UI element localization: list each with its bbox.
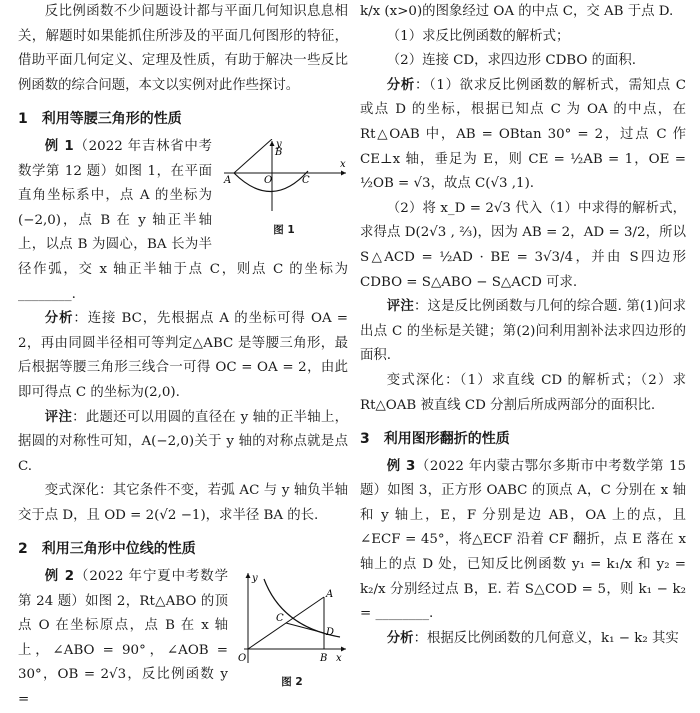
- comment-2-body: ：这是反比例函数与几何的综合题. 第(1)问求出点 C 的坐标是关键；第(2)问利用割补法求四边形的面积.: [360, 299, 686, 364]
- comment-2: [360, 295, 686, 369]
- analysis-2-label: 分析: [386, 77, 415, 93]
- right-column: [360, 0, 686, 651]
- example-3-text: [360, 455, 686, 627]
- svg-text:x: x: [336, 653, 342, 665]
- example-2-label: 例 2: [44, 569, 75, 585]
- figure-1-graph: [220, 139, 348, 213]
- svg-text:O: O: [264, 174, 273, 186]
- section-3-title: 3 利用图形翻折的性质: [360, 431, 510, 448]
- figure-2: [236, 569, 348, 689]
- comment-1-label: 评注: [44, 409, 73, 425]
- svg-text:y: y: [276, 138, 282, 150]
- svg-text:D: D: [326, 627, 335, 639]
- section-2-title: 2 利用三角形中位线的性质: [18, 541, 196, 558]
- example-2-continued: k/x (x>0)的图象经过 OA 的中点 C，交 AB 于点 D.: [360, 4, 674, 19]
- analysis-1-body: ：连接 BC，先根据点 A 的坐标可得 OA = 2，再由同圆半径相可等判定△ABC 是等腰三角形，最后根据等腰三角形三线合一可得 OC = OA = 2，由此即可得点 C 的坐标为(2,0).: [18, 311, 348, 400]
- example-1-label: 例 1: [44, 138, 74, 154]
- left-column: [18, 0, 348, 713]
- question-2: （2）连接 CD，求四边形 CDBO 的面积.: [386, 53, 637, 69]
- figure-2-caption: 图 2: [281, 675, 303, 688]
- variation-2: 变式深化：（1）求直线 CD 的解析式；（2）求 Rt△OAB 被直线 CD 分割后所成两部分的面积比.: [360, 372, 686, 413]
- question-1: （1）求反比例函数的解析式；: [386, 28, 570, 44]
- comment-1-body: ：此题还可以用圆的直径在 y 轴的正半轴上，据圆的对称性可知，A(−2,0)关于 y 轴的对称点就是点 C.: [18, 409, 349, 474]
- svg-text:C: C: [276, 613, 284, 625]
- analysis-3-body: ：根据反比例函数的几何意义，k₁ − k₂ 其实: [413, 630, 679, 646]
- variation-1: 变式深化：其它条件不变，若弧 AC 与 y 轴负半轴交于点 D，且 OD = 2(√2 −1)，求半径 BA 的长.: [18, 483, 348, 523]
- comment-1: [18, 406, 348, 480]
- analysis-3: [360, 627, 686, 652]
- svg-text:A: A: [224, 174, 232, 186]
- svg-text:O: O: [238, 653, 247, 665]
- svg-text:x: x: [340, 158, 346, 170]
- comment-2-label: 评注: [386, 299, 414, 315]
- example-3-label: 例 3: [386, 458, 416, 474]
- svg-text:B: B: [320, 653, 328, 665]
- figure-1: [220, 139, 348, 237]
- analysis-3-label: 分析: [386, 630, 414, 646]
- intro-paragraph: 反比例函数不少问题设计都与平面几何知识息息相关，解题时如果能抓住所涉及的平面几何图形的特征，借助平面几何定义、定理及性质，有助于解决一些反比例函数的综合问题，本文以实例对此作些探讨。: [18, 4, 348, 93]
- example-2-block: [18, 565, 348, 713]
- analysis-2: [360, 74, 686, 197]
- svg-text:A: A: [326, 589, 334, 601]
- analysis-1-label: 分析: [44, 311, 74, 327]
- example-1-block: [18, 135, 348, 307]
- svg-text:y: y: [252, 573, 258, 585]
- svg-text:B: B: [275, 146, 283, 158]
- svg-text:C: C: [302, 174, 310, 186]
- example-2-body: （2022 年宁夏中考数学第 24 题）如图 2，Rt△ABO 的顶点 O 在坐标原点，点 B 在 x 轴上，∠ABO = 90°，∠AOB = 30°，OB = 2√3，反比例函数 y =: [18, 569, 228, 708]
- figure-2-graph: [236, 569, 348, 665]
- section-1-title: 1 利用等腰三角形的性质: [18, 111, 182, 128]
- figure-1-caption: 图 1: [273, 223, 295, 236]
- example-3-body: （2022 年内蒙古鄂尔多斯市中考数学第 15 题）如图 3，正方形 OABC 的顶点 A，C 分别在 x 轴和 y 轴上，E，F 分别是边 AB，OA 上的点，且∠ECF = 45°，将△ECF 沿着 CF 翻折，点 E 落在 x 轴上的点 D 处，已知反比例函数 y₁ = k₁/x 和 y₂ = k₂/x 分别经过点 B，E. 若 S△COD = 5，则 k₁ − k₂ = ________.: [360, 458, 686, 622]
- analysis-2-part-2: （2）将 x_D = 2√3 代入（1）中求得的解析式，求得点 D(2√3 , ⅔)，因为 AB = 2，AD = 3/2，所以 S△ACD = ½AD · BE = 3√3/4，并由 S四边形CDBO = S△ABO − S△ACD 可求.: [360, 200, 686, 290]
- analysis-2-body: ：（1）欲求反比例函数的解析式，需知点 C 或点 D 的坐标，根据已知点 C 为 OA 的中点，在 Rt△OAB 中，AB = OBtan 30° = 2，过点 C 作 CE⊥x 轴，垂足为 E，则 CE = ½AB = 1，OE = ½OB = √3，故点 C(√3 ,1).: [360, 77, 686, 192]
- analysis-1: [18, 307, 348, 405]
- example-1-body: （2022 年吉林省中考数学第 12 题）如图 1，在平面直角坐标系中，点 A 的坐标为(−2,0)，点 B 在 y 轴正半轴上，以点 B 为圆心，BA 长为半径作弧，交 x 轴正半轴于点 C，则点 C 的坐标为________.: [18, 138, 348, 302]
